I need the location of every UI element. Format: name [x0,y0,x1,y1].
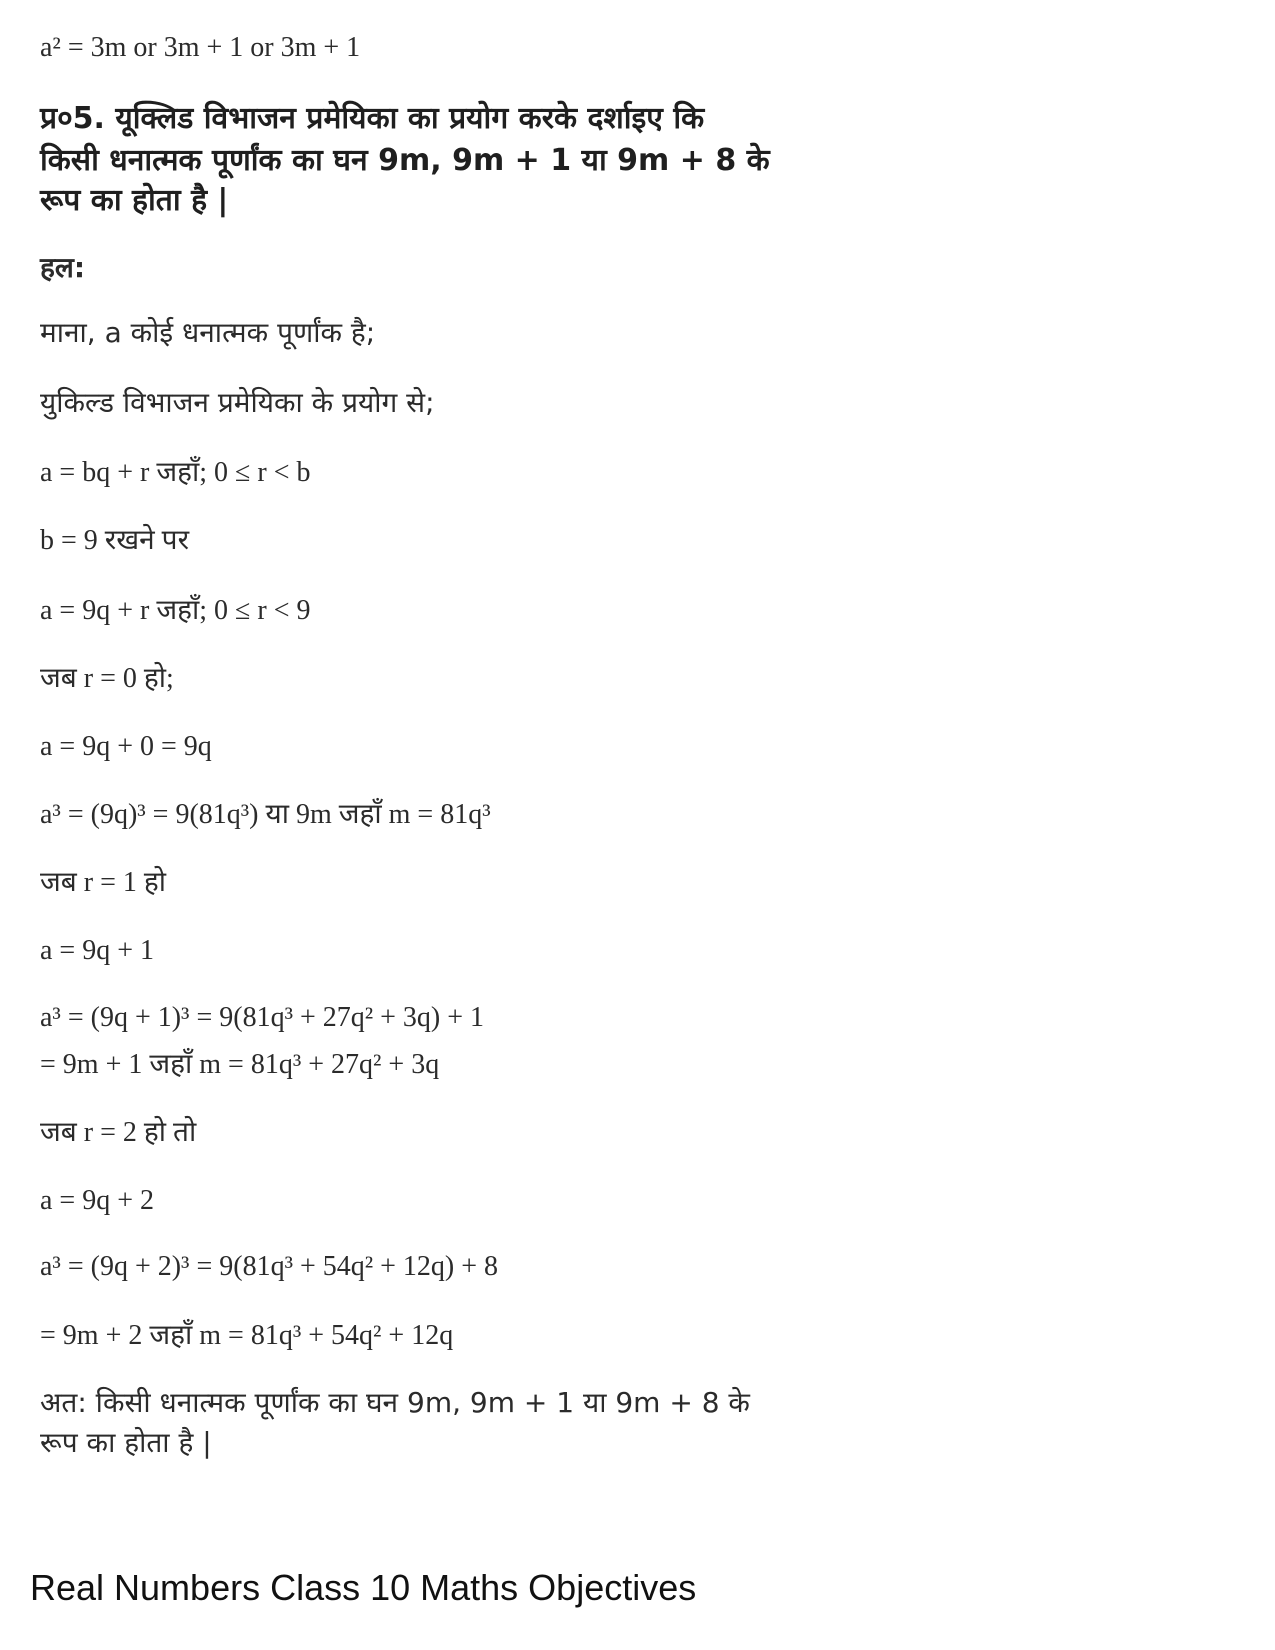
equation-line: a = 9q + 1 [40,935,155,966]
case-heading: जब r = 2 हो तो [40,1117,197,1148]
solution-line: माना, a कोई धनात्मक पूर्णांक है; [40,316,376,349]
question-title: प्र०5. यूक्लिड विभाजन प्रमेयिका का प्रयोग करके दर्शाइए कि [40,101,705,136]
equation-line: = 9m + 2 जहाँ m = 81q³ + 54q² + 12q [40,1320,454,1351]
question-line-3: रूप का होता है | [40,183,229,218]
equation-line: a³ = (9q)³ = 9(81q³) या 9m जहाँ m = 81q³ [40,799,491,830]
equation-line: a³ = (9q + 2)³ = 9(81q³ + 54q² + 12q) + 8 [40,1251,499,1282]
equation-line: b = 9 रखने पर [40,525,190,556]
equation-line: = 9m + 1 जहाँ m = 81q³ + 27q² + 3q [40,1049,440,1080]
equation-line: a = 9q + 0 = 9q [40,731,212,762]
solution-heading: हल: [40,251,86,284]
conclusion-line: रूप का होता है | [40,1426,212,1459]
equation-line: a = 9q + 2 [40,1185,155,1216]
conclusion-line: अत: किसी धनात्मक पूर्णांक का घन 9m, 9m + 1 या 9m + 8 के [40,1386,750,1419]
equation-line: a³ = (9q + 1)³ = 9(81q³ + 27q² + 3q) + 1 [40,1002,485,1033]
equation-line: a = 9q + r जहाँ; 0 ≤ r < 9 [40,595,311,626]
case-heading: जब r = 1 हो [40,867,166,898]
case-heading: जब r = 0 हो; [40,663,174,694]
equation-line: a = bq + r जहाँ; 0 ≤ r < b [40,457,311,488]
question-line-2: किसी धनात्मक पूर्णांक का घन 9m, 9m + 1 या 9m + 8 के [40,143,770,178]
solution-line: युकिल्ड विभाजन प्रमेयिका के प्रयोग से; [40,386,435,419]
prev-answer-line: a² = 3m or 3m + 1 or 3m + 1 [40,32,361,63]
page-caption: Real Numbers Class 10 Maths Objectives [30,1567,697,1608]
